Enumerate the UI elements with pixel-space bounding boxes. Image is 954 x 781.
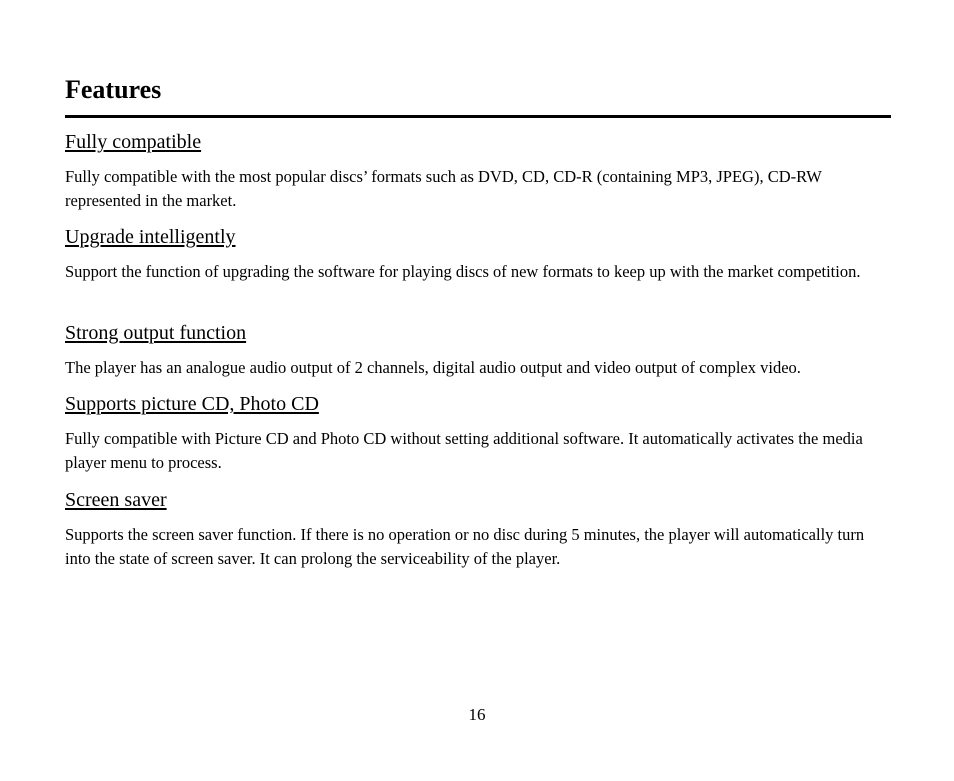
section-fully-compatible (65, 130, 891, 213)
title-divider (65, 115, 891, 118)
section-strong-output-function (65, 321, 891, 380)
page-number: 16 (468, 705, 486, 724)
section-upgrade-intelligently (65, 225, 891, 284)
section-heading: Upgrade intelligently (65, 226, 236, 248)
section-body: Fully compatible with the most popular discs’ formats such as DVD, CD, CD-R (containing MP3, JPEG), CD-RW represented in the market. (65, 167, 822, 210)
section-body: Supports the screen saver function. If there is no operation or no disc during 5 minutes, the player will automatically turn into the state of screen saver. It can prolong the serviceability of the player. (65, 525, 865, 568)
section-body: Fully compatible with Picture CD and Photo CD without setting additional software. It automatically activates the media player menu to process. (65, 429, 863, 472)
section-body: Support the function of upgrading the software for playing discs of new formats to keep up with the market competition. (65, 262, 861, 281)
section-picture-cd (65, 392, 891, 475)
section-heading: Strong output function (65, 322, 247, 344)
section-heading: Supports picture CD, Photo CD (65, 393, 319, 415)
section-body: The player has an analogue audio output of 2 channels, digital audio output and video output of complex video. (65, 358, 801, 377)
section-heading: Screen saver (65, 489, 167, 511)
section-screen-saver (65, 488, 891, 571)
page-title: Features (65, 75, 162, 104)
section-heading: Fully compatible (65, 131, 202, 153)
